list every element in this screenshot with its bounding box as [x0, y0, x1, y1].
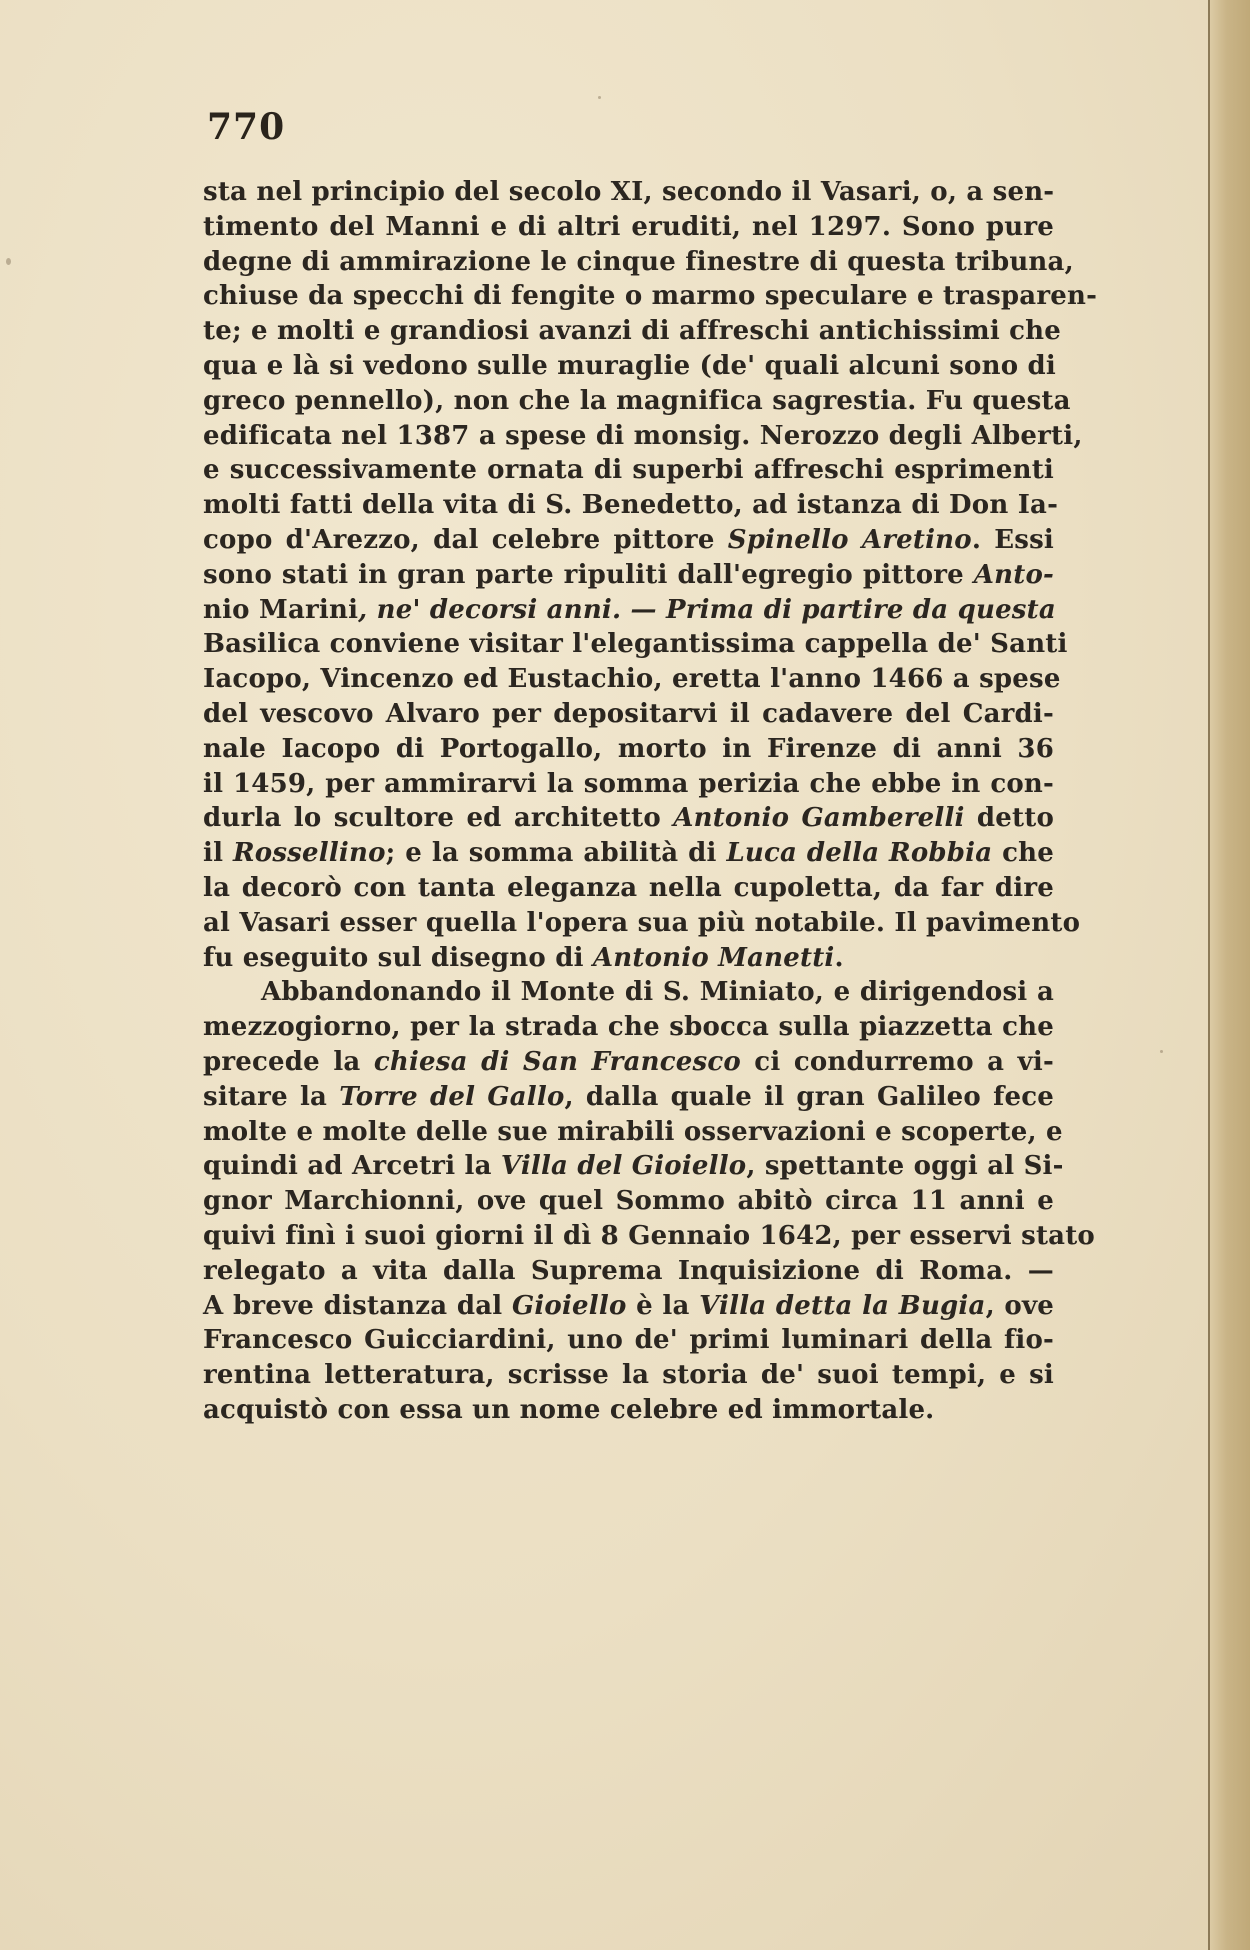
paper-speck — [1160, 1050, 1163, 1053]
text-line — [203, 1254, 1054, 1289]
text-segment: timento del Manni e di altri eruditi, nel 1297. Sono pure — [203, 211, 1054, 242]
text-segment: , dalla quale il gran Galileo fece — [564, 1081, 1054, 1112]
italic-text: Villa del Gioiello — [500, 1151, 747, 1182]
text-segment: detto — [964, 803, 1054, 834]
text-segment: che — [992, 838, 1054, 869]
text-segment: Iacopo, Vincenzo ed Eustachio, eretta l'anno 1466 a spese — [203, 664, 1061, 695]
text-line — [203, 697, 1054, 732]
text-segment: greco pennello), non che la magnifica sagrestia. Fu questa — [203, 385, 1071, 416]
text-segment: degne di ammirazione le cinque finestre di questa tribuna, — [203, 246, 1074, 277]
text-line — [203, 1219, 1095, 1254]
italic-text: Antonio Gamberelli — [673, 803, 965, 834]
text-segment: copo d'Arezzo, dal celebre pittore — [203, 524, 728, 555]
italic-text: Anto- — [973, 559, 1054, 590]
italic-text: Torre del Gallo — [339, 1081, 565, 1112]
page-number: 770 — [207, 106, 286, 148]
italic-text: Luca della Robbia — [726, 838, 993, 869]
text-segment: qua e là si vedono sulle muraglie (de' quali alcuni sono di — [203, 350, 1056, 381]
text-line — [203, 523, 1054, 558]
text-segment: sitare la — [203, 1081, 340, 1112]
text-line — [203, 279, 1098, 314]
text-segment: il — [203, 838, 233, 869]
text-segment: A breve distanza dal — [203, 1290, 512, 1321]
text-segment: del vescovo Alvaro per depositarvi il cadavere del Cardi- — [203, 698, 1054, 729]
text-segment: è la — [626, 1290, 700, 1321]
italic-text: , ne' decorsi anni. — Prima di partire da questa — [358, 594, 1056, 625]
text-segment: ci condurremo a vi- — [740, 1046, 1054, 1077]
text-line — [203, 593, 1054, 628]
text-segment: gnor Marchionni, ove quel Sommo abitò circa 11 anni e — [203, 1186, 1054, 1217]
page-edge — [1208, 0, 1250, 1950]
text-line — [203, 245, 1074, 280]
text-line — [203, 801, 1054, 836]
text-segment: , ove — [985, 1290, 1054, 1321]
text-segment: quivi finì i suoi giorni il dì 8 Gennaio 1642, per esservi stato — [203, 1220, 1095, 1251]
text-segment: chiuse da specchi di fengite o marmo speculare e trasparen- — [203, 281, 1098, 312]
text-segment: nio Marini — [203, 594, 359, 625]
paper-speck — [598, 96, 601, 99]
text-line — [203, 662, 1061, 697]
text-line — [203, 836, 1054, 871]
text-segment: edificata nel 1387 a spese di monsig. Nerozzo degli Alberti, — [203, 420, 1083, 451]
text-segment: quindi ad Arcetri la — [203, 1151, 501, 1182]
text-segment: , spettante oggi al Si- — [746, 1151, 1064, 1182]
text-line — [203, 871, 1054, 906]
text-line — [203, 906, 1081, 941]
text-line — [203, 210, 1054, 245]
text-segment: sono stati in gran parte ripuliti dall'egregio pittore — [203, 559, 974, 590]
italic-text: Rossellino — [232, 838, 386, 869]
text-line — [203, 627, 1068, 662]
text-line — [203, 419, 1083, 454]
text-line — [203, 175, 1054, 210]
text-segment: Basilica conviene visitar l'elegantissima cappella de' Santi — [203, 629, 1068, 660]
text-line — [203, 1149, 1064, 1184]
text-segment: sta nel principio del secolo XI, secondo il Vasari, o, a sen- — [203, 177, 1055, 207]
text-line — [203, 1393, 1054, 1428]
text-line — [203, 767, 1054, 802]
text-segment: molti fatti della vita di S. Benedetto, ad istanza di Don Ia- — [203, 490, 1059, 521]
text-line — [203, 558, 1054, 593]
text-line — [203, 1323, 1054, 1358]
text-segment: Abbandonando il Monte di S. Miniato, e dirigendosi a — [261, 977, 1054, 1008]
text-line — [203, 1115, 1063, 1150]
text-line — [203, 1289, 1054, 1324]
text-segment: rentina letteratura, scrisse la storia de' suoi tempi, e si — [203, 1360, 1054, 1391]
italic-text: Gioiello — [511, 1290, 627, 1321]
text-segment: Francesco Guicciardini, uno de' primi luminari della fio- — [203, 1325, 1054, 1356]
text-segment: il 1459, per ammirarvi la somma perizia che ebbe in con- — [203, 768, 1054, 799]
italic-text: Spinello Aretino — [727, 524, 972, 555]
text-line — [203, 453, 1054, 488]
paper-speck — [6, 258, 11, 265]
text-line — [203, 975, 1054, 1010]
text-segment: la decorò con tanta eleganza nella cupoletta, da far dire — [203, 872, 1054, 903]
text-line — [203, 941, 1054, 976]
text-segment: nale Iacopo di Portogallo, morto in Firenze di anni 36 — [203, 733, 1054, 764]
text-segment: precede la — [203, 1046, 374, 1077]
text-line — [203, 732, 1054, 767]
text-segment: . — [834, 942, 844, 973]
text-segment: acquistò con essa un nome celebre ed immortale. — [203, 1394, 935, 1425]
text-line — [203, 488, 1059, 523]
body-text — [203, 175, 1098, 1428]
text-segment: ; e la somma abilità di — [385, 838, 727, 869]
text-line — [203, 1184, 1054, 1219]
text-segment: molte e molte delle sue mirabili osservazioni e scoperte, e — [203, 1116, 1063, 1147]
text-line — [203, 1080, 1054, 1115]
text-line — [203, 384, 1071, 419]
text-segment: . Essi — [971, 524, 1054, 555]
text-segment: te; e molti e grandiosi avanzi di affreschi antichissimi che — [203, 316, 1062, 347]
text-segment: mezzogiorno, per la strada che sbocca sulla piazzetta che — [203, 1012, 1054, 1043]
text-line — [203, 1010, 1054, 1045]
text-line — [203, 349, 1054, 384]
text-segment: e successivamente ornata di superbi affreschi esprimenti — [203, 455, 1054, 486]
text-segment: relegato a vita dalla Suprema Inquisizione di Roma. — — [203, 1255, 1054, 1286]
text-line — [203, 1358, 1054, 1393]
italic-text: Antonio Manetti — [592, 942, 835, 973]
text-line — [203, 314, 1062, 349]
italic-text: chiesa di San Francesco — [373, 1046, 741, 1077]
text-segment: fu eseguito sul disegno di — [203, 942, 593, 973]
text-line — [203, 1045, 1054, 1080]
text-segment: al Vasari esser quella l'opera sua più notabile. Il pavimento — [203, 907, 1081, 938]
italic-text: Villa detta la Bugia — [699, 1290, 986, 1321]
text-segment: durla lo scultore ed architetto — [203, 803, 674, 834]
